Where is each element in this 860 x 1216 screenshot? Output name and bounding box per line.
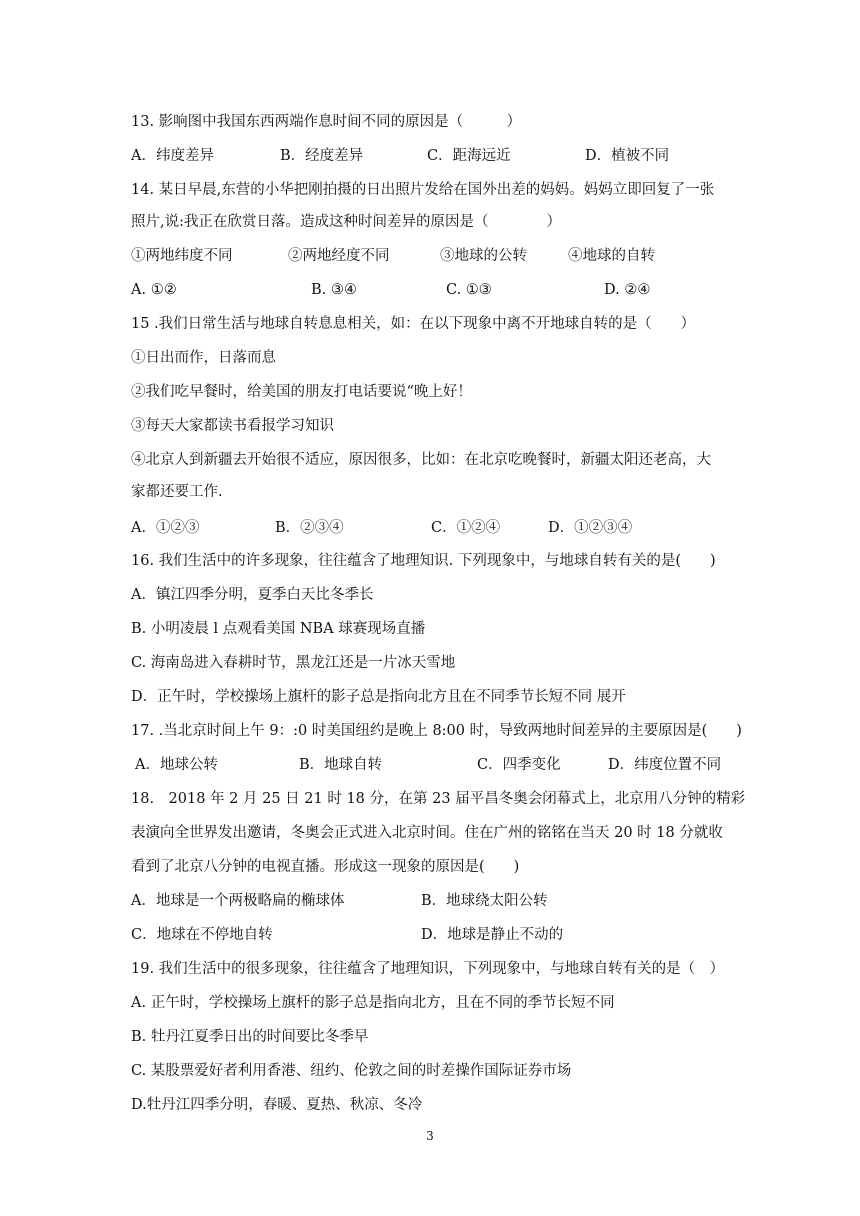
q17-option-a: A．地球公转 [135,757,218,773]
q17-option-c: C．四季变化 [477,757,561,773]
q15-statement-4-line2: 家都还要工作. [131,484,223,500]
q14-option-c: C. ①③ [446,282,492,298]
q15-option-c: C．①②④ [431,520,501,536]
q15-option-b: B．②③④ [275,520,344,536]
q15-statement-3: ③每天大家都读书看报学习知识 [131,418,334,434]
q15-statement-4-line1: ④北京人到新疆去开始很不适应，原因很多，比如：在北京吃晚餐时，新疆太阳还老高，大 [131,452,711,468]
q17-option-b: B．地球自转 [299,757,383,773]
q15-stem: 15 .我们日常生活与地球自转息息相关，如：在以下现象中离不开地球自转的是（ ） [131,316,696,332]
q15-option-a: A．①②③ [131,520,200,536]
q13-stem: 13. 影响图中我国东西两端作息时间不同的原因是（ ） [131,114,522,130]
q14-statement-4: ④地球的自转 [568,248,655,264]
q13-option-a: A．纬度差异 [131,148,214,164]
q19-stem: 19. 我们生活中的很多现象，往往蕴含了地理知识，下列现象中，与地球自转有关的是（ ） [131,961,725,977]
q13-option-c: C．距海远近 [427,148,511,164]
q13-option-b: B．经度差异 [280,148,364,164]
q14-option-a: A. ①② [131,282,177,298]
q19-option-a: A. 正午时，学校操场上旗杆的影子总是指向北方，且在不同的季节长短不同 [131,995,615,1011]
q18-stem-line1: 18. 2018 年 2 月 25 日 21 时 18 分，在第 23 届平昌冬奥会闭幕式上，北京用八分钟的精彩 [131,791,746,807]
q17-option-d: D．纬度位置不同 [608,757,722,773]
q17-stem: 17. .当北京时间上午 9：:0 时美国纽约是晚上 8:00 时，导致两地时间差异的主要原因是( ) [131,723,742,739]
q15-option-d: D．①②③④ [548,520,633,536]
q18-option-a: A．地球是一个两极略扁的椭球体 [131,893,345,909]
q14-option-b: B. ③④ [311,282,357,298]
q14-stem-line2: 照片,说:我正在欣赏日落。造成这种时间差异的原因是（ ） [131,214,561,230]
q18-stem-line3: 看到了北京八分钟的电视直播。形成这一现象的原因是( ) [131,859,520,875]
q16-stem: 16. 我们生活中的许多现象，往往蕴含了地理知识. 下列现象中，与地球自转有关的是( ) [131,553,716,569]
q18-option-d: D．地球是静止不动的 [421,927,564,943]
q19-option-d: D.牡丹江四季分明，春暖、夏热、秋凉、冬冷 [131,1097,423,1113]
q14-statement-3: ③地球的公转 [440,248,527,264]
q14-option-d: D. ②④ [604,282,651,298]
q14-statement-2: ②两地经度不同 [288,248,390,264]
q14-statement-1: ①两地纬度不同 [131,248,233,264]
q15-statement-1: ①日出而作，日落而息 [131,350,276,366]
q19-option-b: B. 牡丹江夏季日出的时间要比冬季早 [131,1029,369,1045]
q18-option-c: C．地球在不停地自转 [131,927,273,943]
q15-statement-2: ②我们吃早餐时，给美国的朋友打电话要说“晚上好！ [131,384,472,400]
q18-option-b: B．地球绕太阳公转 [421,893,548,909]
q14-stem-line1: 14. 某日早晨,东营的小华把刚拍摄的日出照片发给在国外出差的妈妈。妈妈立即回复了一张 [131,182,715,198]
q16-option-c: C. 海南岛进入春耕时节，黑龙江还是一片冰天雪地 [131,655,456,671]
q16-option-d: D．正午时，学校操场上旗杆的影子总是指向北方且在不同季节长短不同 展开 [131,689,626,705]
q18-stem-line2: 表演向全世界发出邀请，冬奥会正式进入北京时间。住在广州的铭铭在当天 20 时 18 分就收 [131,825,723,841]
q16-option-a: A．镇江四季分明，夏季白天比冬季长 [131,587,374,603]
q13-option-d: D．植被不同 [585,148,670,164]
q19-option-c: C. 某股票爱好者利用香港、纽约、伦敦之间的时差操作国际证券市场 [131,1063,572,1079]
page-number: 3 [426,1129,434,1143]
q16-option-b: B. 小明凌晨 l 点观看美国 NBA 球赛现场直播 [131,621,426,637]
